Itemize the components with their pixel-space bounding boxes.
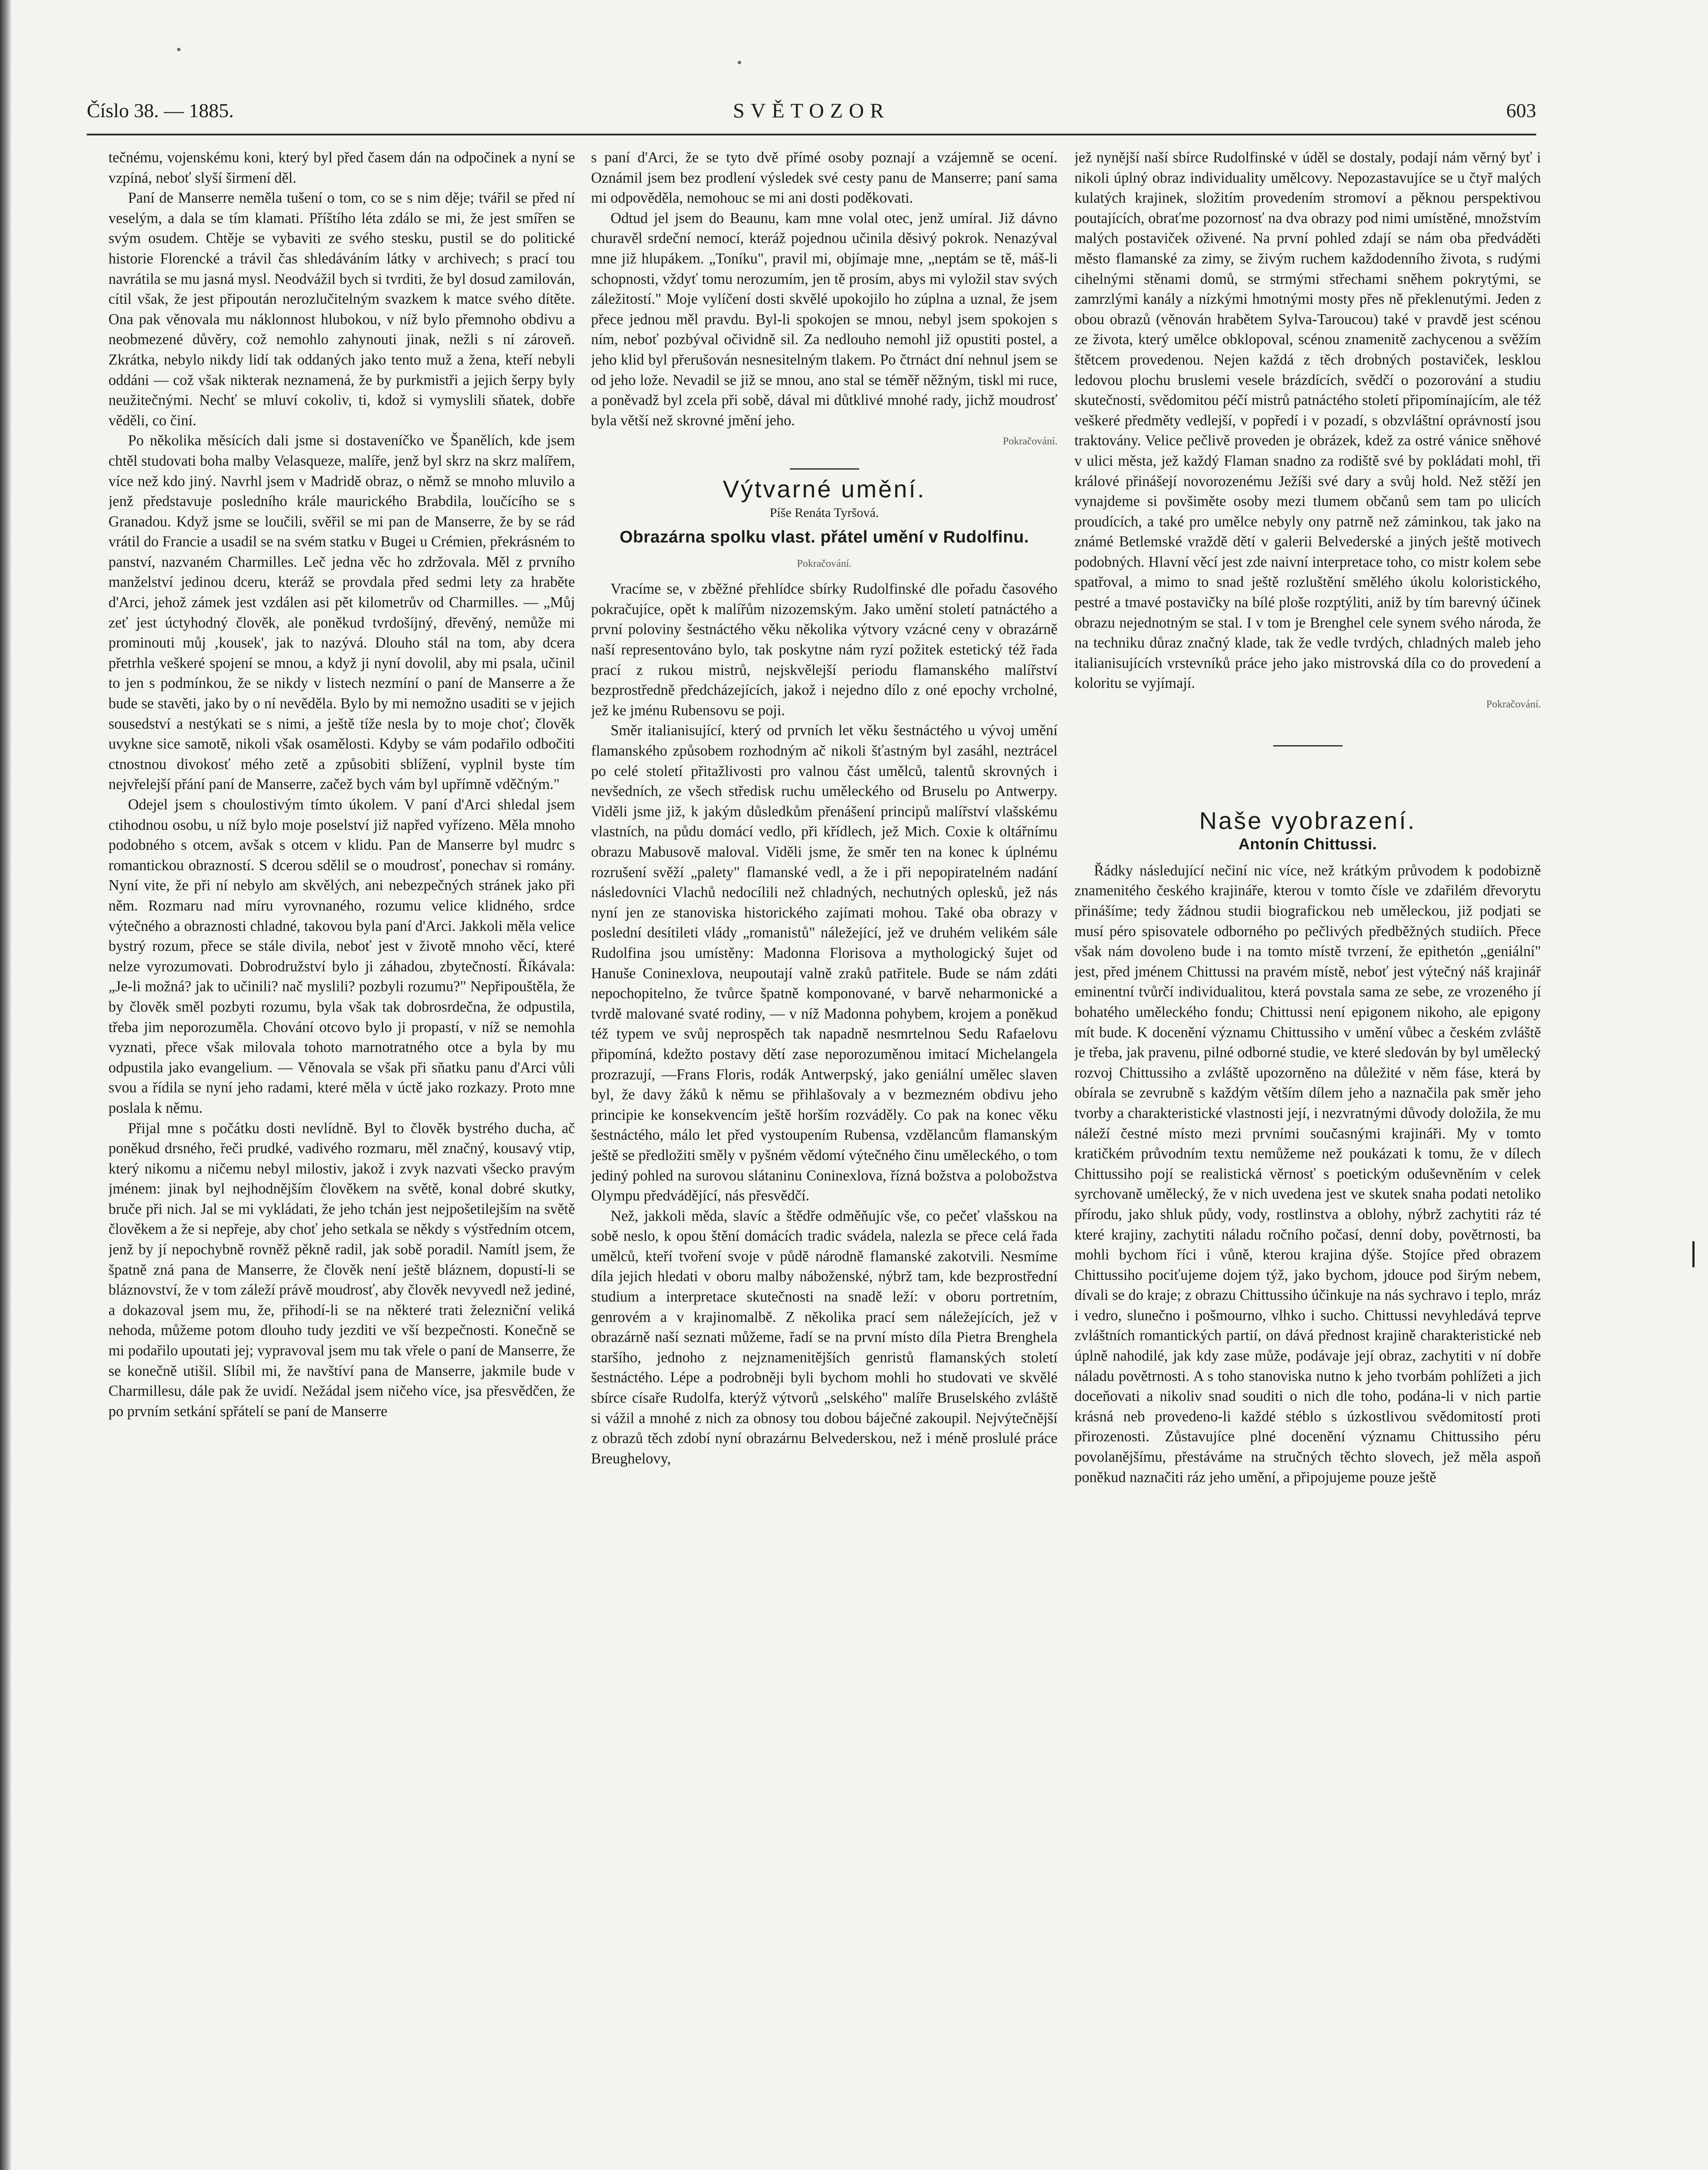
paragraph: Odtud jel jsem do Beaunu, kam mne volal otec, jenž umíral. Již dávno churavěl srdeční nemocí, kteráž pojednou učinila děsivý pokrok. Nenazýval mne již hlupákem. „Toníku", pravil mi, objímaje mne, „neptám se tě, máš-li schopnosti, vždyť tomu nerozumím, jen tě prosím, abys mi vyložil stav svých záležitostí." Moje vylíčení dosti skvělé upokojilo ho zúplna a uznal, že jsem přece jednou měl pravdu. Byl-li spokojen se mnou, nebyl jsem spokojen s ním, neboť pozbýval očividně sil. Za nedlouho nemohl již opustiti postel, a jeho klid byl přerušován nesnesitelným tlakem. Po čtrnáct dní nehnul jsem se od jeho lože. Nevadil se již se mnou, ano stal se téměř něžným, tiskl mi ruce, a poněvadž byl zcela při sobě, dával mi důtklivé mnohé rady, jichž moudrosť byla větší než skrovné jmění jeho. — [591, 210, 1058, 429]
paragraph: s paní d'Arci, že se tyto dvě přímé osoby poznají a vzájemně se ocení. Oznámil jsem bez prodlení výsledek své cesty panu de Manserre; paní sama mi odpověděla, nemohouc se mi ani dosti poděkovati. — [591, 149, 1058, 207]
paragraph: Paní de Manserre neměla tušení o tom, co se s nim děje; tvářil se před ní veselým, a dala se tím klamati. Příštího léta zdálo se mi, že jest smířen se svým osudem. Chtěje se vybaviti ze svého stesku, pustil se do politické historie Florencké a trávil čas shledáváním látky v archivech; s prací tou navrátila se mu jasná mysl. Neodvážil bych si tvrditi, že byl dosud zamilován, cítil však, že jest připoután nerozlučitelným svazkem k matce svého dítěte. Ona pak věnovala mu náklonnost hlubokou, v níž bylo přemnoho obdivu a neobmezené důvěry, což nemohlo zahynouti jinak, nežli s ní zároveň. Zkrátka, nebylo nikdy lidí tak oddaných jako tento muž a žena, kteří nebyli oddáni — což však nikterak neznamená, že by purkmistři a jejich šerpy byly neužitečnými. Nechť se mluví cokoliv, ti, kdož si vymyslili sňatek, dobře věděli, co činí. — [108, 190, 575, 429]
article-subtitle: Antonín Chittussi. — [1238, 835, 1377, 853]
byline: Píše Renáta Tyršová. — [769, 505, 879, 520]
paragraph: Směr italianisující, který od prvních let věku šestnáctého u vývoj umění flamanského způsobem rozhodným ač nikoli šťastným byl zasáhl, neztrácel po celé století přitažlivosti pro valnou část umělců, talentů skrovných i nevšedních, ze všech středisk ruchu uměleckého od Bruselu po Antwerpy. Viděli jsme již, k jakým důsledkům přenášení principů malířství vlašskému vlastních, na půdu domácí vedlo, při křídlech, jež Mich. Coxie k oltářnímu obrazu Mabusově maloval. Viděli jsme, že směr ten na konec k úplnému rozrušení svěží „palety" flamanské vedl, a že i při nepopiratelném nadání následovníci Vlachů nedocílili než chladných, nechutných oplesků, jež nás nyní jen ze stanoviska historického zajímati mohou. Také oba obrazy v poslední desítileti vlády „romanistů" náležející, jež ve druhém velikém sále Rudolfina jsou umístěny: Madonna Florisova a mythologický šujet od Hanuše Coninexlova, neupoutají valně zraků patřitele. Bude se nám zdáti nepochopitelno, že tvůrce špatně komponované, v barvě neharmonické a tvrdě malované svaté rodiny, — v níž Madonna pohybem, krojem a poněkud též typem ve svůj neprospěch tak napadně nesmrtelnou Sedu Rafaelovu připomíná, kdežto postavy dětí zase neporozuměnou imitací Michelangela prozrazují, —Frans Floris, rodák Antwerpský, jako geniální umělec slaven byl, že davy žáků k němu se přihlašovaly a v bezmezném obdivu jeho principie ke konsekvencím ještě horším rozváděly. Co pak na konec věku šestnáctého, málo let před vystoupením Rubensa, vzdělancům flamanským ještě se předložiti směly v pyšném vědomí výtečného činu uměleckého, o tom jediný pohled na surovou slátaninu Coninexlova, řízná božstva a polobožstva Olympu předvádějící, nás přesvědčí. — [591, 722, 1058, 1204]
print-speck — [738, 61, 741, 64]
paragraph: Po několika měsících dali jsme si dostaveníčko ve Španělích, kde jsem chtěl studovati boha malby Velasqueze, malíře, jenž byl skrz na skrz malířem, více než kdo jiný. Navrhl jsem v Madridě obraz, o němž se mnoho mluvilo a jenž představuje posledního krále maurického Brabdila, loučícího se s Granadou. Když jsme se loučili, svěřil se mi pan de Manserre, že by se rád vrátil do Francie a usadil se na svém statku v Bugei u Crémien, překrásném to panství, nazvaném Charmilles. Leč jedna věc ho zdržovala. Měl z prvního manželství jedinou dceru, kteráž se provdala před sedmi lety za hraběte d'Arci, jehož zámek jest vzdálen asi pět kilometrův od Charmilles. — „Můj zeť jest úctyhodný člověk, ale poněkud tvrdošíjný, dřevěný, nemůže mi prominouti můj ‚kousek', jak to nazývá. Dlouho stál na tom, aby dcera přetrhla veškeré spojení se mnou, a když ji nyní dovolil, aby mi psala, učinil to jen s podmínkou, že se nikdy v listech nezmíní o paní de Manserre a že bude se stavěti, jako by o ní nevěděla. Bylo by mi nemožno usaditi se v jejich sousedství a nestýkati se s nimi, a ještě tíže nesla by to moje choť; člověk uvykne sice samotě, nikoli však osamělosti. Kdyby se vám podařilo odbočiti ctnostnou divokosť mého zetě a způsobiti sblížení, vyplnil byste tím nejvřelejší přání paní de Manserre, začež bych vám byl upřímně vděčným." — [108, 432, 575, 793]
section-title: Naše vyobrazení. — [1199, 806, 1416, 834]
text-column-3 — [1074, 148, 1541, 2170]
issue-number: Číslo 38. — 1885. — [87, 99, 234, 122]
masthead-title: SVĚTOZOR — [733, 99, 890, 122]
page-number: 603 — [1506, 99, 1536, 122]
section-divider — [1273, 745, 1343, 746]
paragraph: Odejel jsem s choulostivým tímto úkolem. V paní d'Arci shledal jsem ctihodnou osobu, u níž bylo moje poselství již napřed vyřízeno. Měla mnoho podobného s otcem, avšak s otcem v klidu. Pan de Manserre byl mudrc s romantickou obrazností. S dcerou sdělil se o moudrosť, ponechav si romány. Nyní vite, že při ní nebylo am skvělých, ani nebezpečných stránek jako při něm. Rozmaru nad míru vyrovnaného, rozumu velice klidného, srdce výtečného a obraznosti chladné, takovou byla paní d'Arci. Jakkoli měla velice bystrý rozum, přece se stále divila, neboť jest v životě mnoho věcí, které nelze vyrozumovati. Dobrodružství bylo ji záhadou, zbytečností. Říkávala: „Je-li možná? jak to učinili? nač myslili? pozbyli rozumu?" Nepřipouštěla, že by člověk směl pozbyti rozumu, byla však tak dobrosrdečna, že odpustila, třeba jim neporozuměla. Chování otcovo bylo ji propastí, v níž se nemohla vyznati, přece však milovala tohoto marnotratného otce a byla by mu odpustila jako evangelium. — Věnovala se však při sňatku panu d'Arci vůli svou a řídila se nyní jeho radami, které měla v úctě jako rozkazy. Proto mne poslala k němu. — [108, 796, 575, 1116]
section-title: Výtvarné umění. — [723, 475, 926, 503]
paragraph: jež nynější naší sbírce Rudolfinské v úděl se dostaly, podají nám věrný byť i nikoli úplný obraz individuality umělcovy. Nepozastavujíce se u čtyř malých kulatých krajinek, složitím provedením stromoví a pěknou perspektivou poutajících, obraťme pozornosť na dva obrazy pod nimi umístěné, množstvím malých postaviček oživené. Na první pohled zdají se nám oba předváděti město flamanské za zimy, se živým ruchem každodenního života, s rudými cihelnými stěnami domů, se strmými střechami sněhem pokrytými, se zamrzlými kanály a nízkými hmotnými mosty přes ně překlenutými. Jeden z obou obrazů (věnován hrabětem Sylva-Taroucou) také v pravdě jest scénou ze života, který umělce obklopoval, scénou znamenitě zachycenou a svěžím štětcem provedenou. Nejen každá z těch drobných postaviček, lesklou ledovou plochu bruslemi vesele brázdících, svědčí o pozorování a studiu skutečnosti, svědomitou péčí mistrů patnáctého století připomínajícím, ale též veškeré předměty vedlejší, v popředí i v pozadí, s obzvláštní oprávností jsou traktovány. Velice pečlivě proveden je obrázek, kdež za ostré vánice sněhové v ulici města, jež každý Flaman snadno za rodiště své by pokládati mohl, tři králové přinášejí novorozenému Ježíši své dary a svůj hold. Než stěží jen vynajdeme si povšiměte osoby mezi tlumem občanů sem tam po ulicích proudících, a také pro umělce nebyly ony patrně než záminkou, tak jako na známé Betlemské vraždě dětí v galerii Belvederské a jiných ještě motivech podobných. Hlavní věcí jest zde naivní interpretace toho, co mistr kolem sebe spatřoval, a mimo to snad ještě rozluštění smělého úkolu koloristického, pestré a tmavé postavičky na bílé ploše rozptýliti, aniž by tím barevný účinek obrazu nejednotným se stal. I v tom je Brenghel cele synem svého národa, že na techniku důraz značný klade, tak že vedle tvrdých, chladných maleb jeho italianisujících vrstevníků práce jeho jako mistrovská díla co do provedení a koloritu se vyjímají. — [1074, 149, 1541, 692]
paragraph: Vracíme se, v zběžné přehlídce sbírky Rudolfinské dle pořadu časového pokračujíce, opět k malířům nizozemským. Jako umění století patnáctého a první poloviny šestnáctého věku několika výtvory vzácné ceny v obrazárně naší representováno bylo, tak poskytne nám ryzí požitek estetický též řada prací z rukou mistrů, nejskvělejší periodu flamanského malířství bezprostředně předcházejících, jakož i nejedno dílo z oné epochy vrcholné, jež ke jménu Rubensovu se poji. — [591, 581, 1058, 719]
print-speck — [177, 48, 181, 51]
scan-mark — [1692, 1241, 1695, 1267]
paragraph: Přijal mne s počátku dosti nevlídně. Byl to člověk bystrého ducha, ač poněkud drsného, řeči prudké, vadivého rozmaru, měl značný, kousavý vtip, který nikomu a ničemu nebyl milostiv, jakož i zvyk nazvati všecko pravým jménem: jinak byl nejhodnějším člověkem na světě, konal dobré skutky, bruče při nich. Jal se mi vykládati, že jeho tchán jest nejpošetilejším na světě člověkem a že si nepřeje, aby choť jeho setkala se někdy s výstředním otcem, jenž by jí nepochybně rovněž pěkně radil, jak sobě poradil. Namítl jsem, že špatně zná pana de Manserre, že člověk není ještě bláznem, dopustí-li se bláznovství, že v tom záleží právě moudrosť, aby člověk nevyvedl než jediné, a dokazoval jsem mu, že, přihodí-li se na některé trati železniční veliká nehoda, můžeme potom dlouho tudy jezditi ve vší bezpečnosti. Konečně se mi podařilo upoutati jej; vypravoval jsem mu tak vřele o paní de Manserre, že se konečně utišil. Slíbil mi, že navštíví pana de Manserre, jakmile bude v Charmillesu, dále pak že uvidí. Nežádal jsem ničeho více, jsa přesvědčen, že po prvním setkání spřátelí se paní de Manserre — [108, 1120, 575, 1420]
continuation-note: Pokračování. — [1486, 699, 1541, 710]
spacer — [1074, 756, 1541, 808]
running-header — [87, 99, 1536, 129]
section-divider — [790, 468, 859, 470]
text-column-2 — [591, 148, 1058, 2170]
header-rule — [87, 134, 1536, 135]
text-column-1 — [108, 148, 575, 2170]
paragraph: tečnému, vojenskému koni, který byl před časem dán na odpočinek a nyní se vzpíná, neboť slyší širmení děl. — [108, 149, 575, 186]
paragraph: Než, jakkoli měda, slavíc a štědře odměňujíc vše, co pečeť vlašskou na sobě neslo, k opou štění domácích tradic svádela, nalezla se přece celá řada umělců, kteří tvoření svoje v půdě národně flamanské zakotvili. Nesmíme díla jejich hledati v oboru malby náboženské, nýbrž tam, kde bezprostřední studium a interpretace skutečnosti na snadě leží: v oboru portretním, genrovém a v krajinomalbě. Z několika prací sem náležejících, jež v obrazárně naší seznati můžeme, řadí se na první místo díla Pietra Brenghela staršího, jednoho z nejznamenitějších genristů flamanských století šestnáctého. Lépe a podrobněji byli bychom mohli ho studovati ve skvělé sbírce císaře Rudolfa, kterýž výtvorů „selského" malíře Bruselského zvláště si vážil a mnohé z nich za obnosy tou dobou báječné zakoupil. Nejvýtečnější z obrazů těch zdobí nyní obrazárnu Belvederskou, než i méně proslulé práce Breughelovy, — [591, 1207, 1058, 1467]
continuation-note: Pokračování. — [1003, 436, 1058, 447]
page-edge-shadow — [0, 0, 11, 2170]
paragraph: Řádky následující nečiní nic více, než krátkým průvodem k podobizně znamenitého českého krajináře, kterou v tomto čísle ve zdařilém dřevorytu přinášíme; tedy žádnou studii biografickou neb uměleckou, již podjati se musí péro spisovatele odborného po pečlivých předběžných studiích. Přece však nám dovoleno bude i na tomto místě tvrzení, že epithetón „geniální" jest, před jménem Chittussi na pravém místě, neboť jest výtečný náš krajinář eminentní tvůrčí individualitou, která povstala sama ze sebe, ze vrozeného jí bohatého uměleckého fondu; Chittussi není epigonem nikoho, ale epigony mít bude. K docenění významu Chittussiho v umění vůbec a českém zvláště je třeba, jak pravenu, pilné odborné studie, ve které sledován by byl umělecký rozvoj Chittussiho a zvláště upozorněno na důležité v něm fáse, která by obírala se zevrubně s každým větším dílem jeho a naznačila pak směr jeho tvorby a charakteristické vlastnosti její, i nezvratnými důvody doložila, že mu náleží čestné místo mezi prvními současnými krajináři. My v tomto kratičkém průvodním textu nemůžeme než poukázati k tomu, že v dílech Chittussiho pojí se realistická věrnosť s poetickým oduševněním v celek syrchovaně umělecký, že v nich uvedena jest ve skutek snaha podati netoliko přírodu, jako shluk půdy, vody, rostlinstva a oblohy, nýbrž zachytiti ráz té které krajiny, zachytiti náladu ročního počasí, denní doby, povětrnosti, ba mohli bychom říci i vůně, kterou krajina dýše. Stojíce před obrazem Chittussiho pociťujeme dojem týž, jako bychom, jdouce pod širým nebem, dívali se do kraje; z obrazu Chittussiho účinkuje na nás sychravo i teplo, mráz i vedro, slunečno i pošmourno, vlhko i sucho. Chittussi nevyhledává teprve zvláštních romantických partií, on dává přednost krajině charakteristické neb úplně nahodilé, jak kdy zase může, podávaje její obraz, zachytiti v ní dobře náladu povětrnosti. A s toho stanoviska nutno k jeho tvorbám pohlížeti a jich doceňovati a nikoliv snad souditi o nich dle toho, podána-li v nich partie krásná neb provedeno-li každé stéblo s úzkostlivou svědomitostí proti přirozenosti. Zůstavujíce plné docenění významu Chittussiho péru povolanějšímu, přestáváme na stručných těchto slovech, jež měla aspoň poněkud naznačiti ráz jeho umění, a připojujeme pouze ještě — [1074, 862, 1541, 1486]
article-subtitle: Obrazárna spolku vlast. přátel umění v Rudolfinu. — [619, 528, 1029, 547]
continuation-note: Pokračování. — [797, 558, 852, 569]
